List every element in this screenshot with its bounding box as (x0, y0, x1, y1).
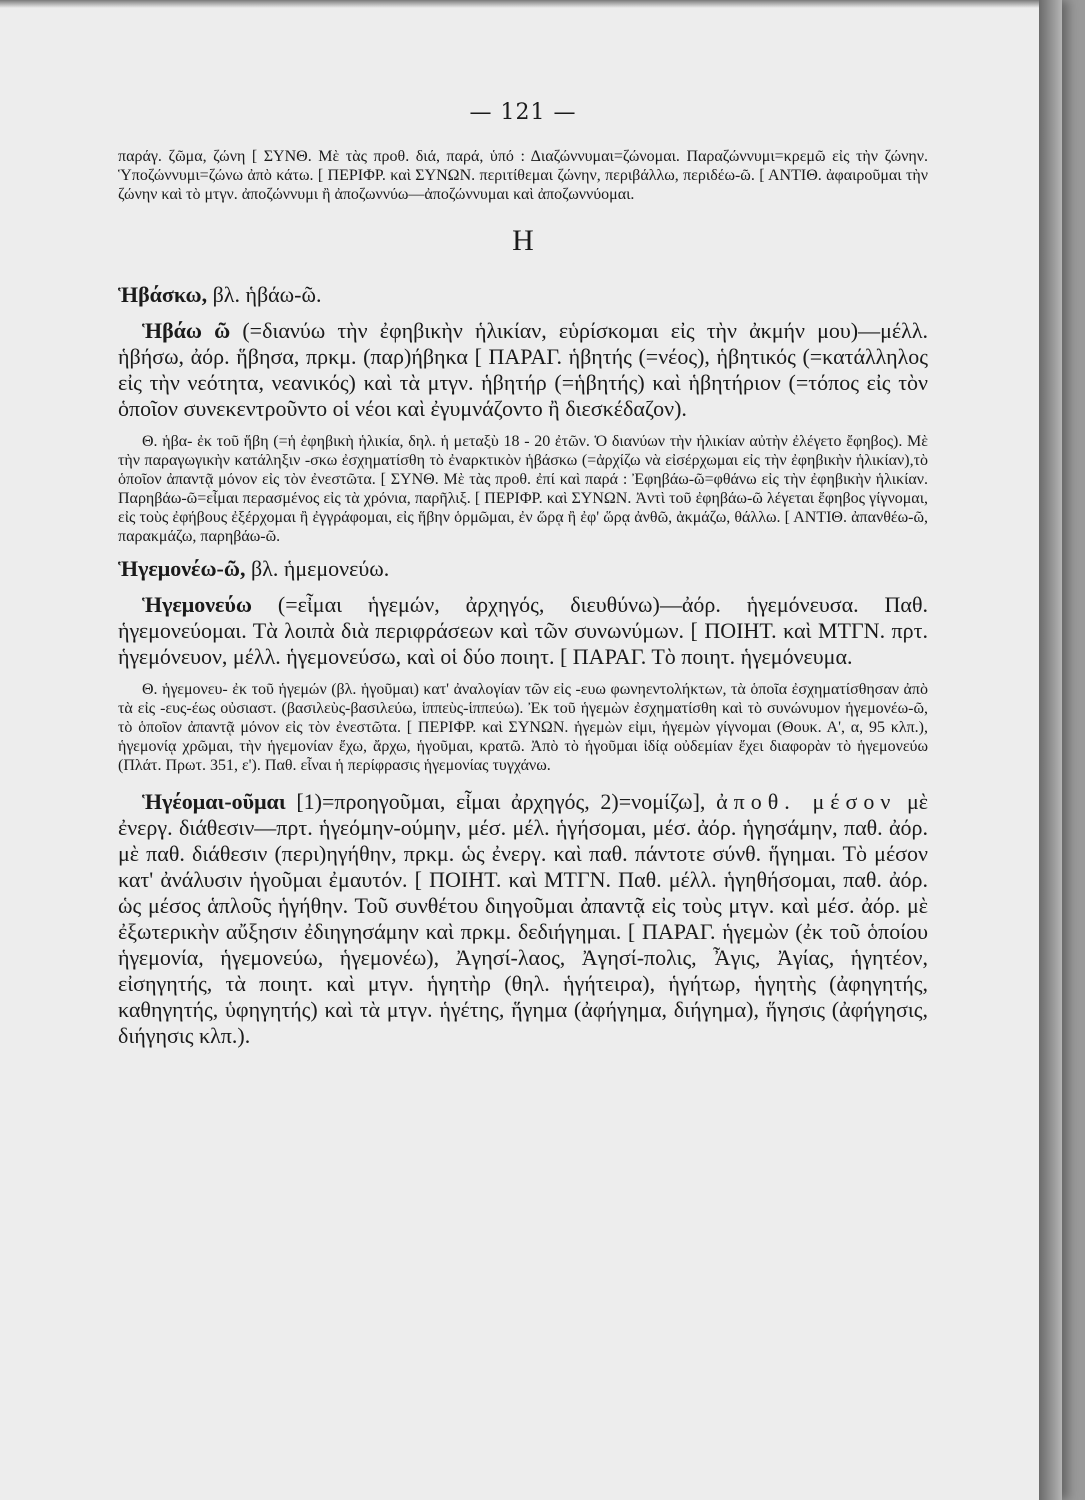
page-top-edge (0, 0, 1062, 8)
entry-hvasko (118, 282, 928, 308)
entry-text: [1)=προηγοῦμαι, εἶμαι ἀρχηγός, 2)=νομίζω], (285, 789, 717, 814)
continued-paragraph: παράγ. ζῶμα, ζώνη [ ΣΥΝΘ. Μὲ τὰς προθ. διά, παρά, ὑπό : Διαζώννυμαι=ζώνομαι. Παραζώννυμι=κρεμῶ εἰς τὴν ζώνην. Ὑποζώννυμι=ζώνω ἀπὸ κάτω. [ ΠΕΡΙΦΡ. καὶ ΣΥΝΩΝ. περιτίθεμαι ζώνην, περιβάλλω, περιδέω-ῶ. [ ΑΝΤΙΘ. ἀφαιροῦμαι τὴν ζώνην καὶ τὸ μτγν. ἀποζώννυμι ἢ ἀποζωννύω—ἀποζώννυμαι καὶ ἀποζωννύομαι. (118, 148, 928, 203)
page-number: — 121 — (469, 100, 577, 125)
entry-text: (=εἶμαι ἡγεμών, ἀρχηγός, διευθύνω)—ἀόρ. ἡγεμόνευσα. Παθ. ἡγεμονεύομαι. Τὰ λοιπὰ διὰ περιφράσεων καὶ τῶν συνωνύμων. [ ΠΟΙΗΤ. καὶ ΜΤΓΝ. πρτ. ἡγεμόνευον, μέλλ. ἡγεμονεύσω, καὶ οἱ δύο ποιητ. [ ΠΑΡΑΓ. Τὸ ποιητ. ἡγεμόνευμα. (118, 592, 928, 669)
page-right-edge (1039, 0, 1062, 1500)
entry-note: Θ. ἡγεμονευ- ἐκ τοῦ ἡγεμών (βλ. ἡγοῦμαι) κατ' ἀναλογίαν τῶν εἰς -ευω φωνηεντολήκτων, τὰ ὁποῖα ἐσχηματίσθησαν ἀπὸ τὰ εἰς -ευς-έως οὐσιαστ. (βασιλεὺς-βασιλεύω, ἱππεὺς-ἱππεύω). Ἐκ τοῦ ἡγεμὼν ἐσχηματίσθη καὶ τὸ συνώνυμον ἡγεμονέω-ῶ, τὸ ὁποῖον ἀπαντᾷ μόνον εἰς τὸν ἐνεστῶτα. [ ΠΕΡΙΦΡ. καὶ ΣΥΝΩΝ. ἡγεμὼν εἰμι, ἡγεμὼν γίγνομαι (Θουκ. Α', α, 95 κλπ.), ἡγεμονίᾳ χρῶμαι, τὴν ἡγεμονίαν ἔχω, ἄρχω, ἡγοῦμαι, κρατῶ. Ἀπὸ τὸ ἡγοῦμαι ἰδίᾳ οὐδεμίαν ἔχει διαφορὰν τὸ ἡγεμονεύω (Πλάτ. Πρωτ. 351, ε'). Παθ. εἶναι ἡ περίφρασις ἡγεμονίας τυγχάνω. (118, 681, 928, 774)
headword: Ἡβάσκω, (118, 282, 208, 307)
entry-note: Θ. ἡβα- ἐκ τοῦ ἥβη (=ἡ ἐφηβικὴ ἡλικία, δηλ. ἡ μεταξὺ 18 - 20 ἐτῶν. Ὁ διανύων τὴν ἡλικίαν αὐτὴν ἐλέγετο ἔφηβος). Μὲ τὴν παραγωγικὴν κατάληξιν -σκω ἐσχηματίσθη τὸ ἐναρκτικὸν ἡβάσκω (=ἀρχίζω νὰ εἰσέρχωμαι εἰς τὴν ἐφηβικὴν ἡλικίαν),τὸ ὁποῖον ἀπαντᾷ μόνον εἰς τὸν ἐνεστῶτα. [ ΣΥΝΘ. Μὲ τὰς προθ. ἐπί καὶ παρά : Ἐφηβάω-ῶ=φθάνω εἰς τὴν ἐφηβικὴν ἡλικίαν. Παρηβάω-ῶ=εἶμαι περασμένος εἰς τὰ χρόνια, παρῆλιξ. [ ΠΕΡΙΦΡ. καὶ ΣΥΝΩΝ. Ἀντὶ τοῦ ἐφηβάω-ῶ λέγεται ἔφηβος γίγνομαι, εἰς τοὺς ἐφήβους ἐξέρχομαι ἢ ἐγγράφομαι, εἰς ἥβην ὁρμῶμαι, ἐν ὥρᾳ ἢ ἐφ' ὥρᾳ ἀνθῶ, ἀκμάζω, θάλλω. [ ΑΝΤΙΘ. ἀπανθέω-ῶ, παρακμάζω, παρηβάω-ῶ. (118, 433, 928, 545)
entry-igemoneo (118, 556, 928, 582)
entry-hvao (118, 318, 928, 422)
section-letter: Η (512, 224, 534, 257)
headword: Ἡγεμονεύω (142, 592, 252, 617)
headword: Ἡβάω ῶ (142, 318, 231, 343)
entry-text: βλ. ἡβάω-ῶ. (207, 282, 322, 307)
spaced-term: ἀποθ. μέσον (716, 789, 897, 814)
headword: Ἡγέομαι-οῦμαι (142, 789, 286, 814)
entry-igeomai (118, 789, 928, 1049)
entry-igemoneuo (118, 592, 928, 670)
entry-text: (=διανύω τὴν ἐφηβικὴν ἡλικίαν, εὑρίσκομαι εἰς τὴν ἀκμήν μου)—μέλλ. ἡβήσω, ἀόρ. ἥβησα, πρκμ. (παρ)ήβηκα [ ΠΑΡΑΓ. ἡβητής (=νέος), ἡβητικός (=κατάλληλος εἰς τὴν νεότητα, νεανικός) καὶ τὰ μτγν. ἡβητήρ (=ἡβητής) καὶ ἡβητήριον (=τόπος εἰς τὸν ὁποῖον συνεκεντροῦντο οἱ νέοι καὶ ἐγυμνάζοντο ἢ διεσκέδαζον). (118, 318, 928, 421)
entry-text: βλ. ἡμεμονεύω. (245, 556, 390, 581)
headword: Ἡγεμονέω-ῶ, (118, 556, 246, 581)
entry-text: μὲ ἐνεργ. διάθεσιν—πρτ. ἡγεόμην-ούμην, μέσ. μέλ. ἡγήσομαι, μέσ. ἀόρ. ἡγησάμην, παθ. ἀόρ. μὲ παθ. διάθεσιν (περι)ηγήθην, πρκμ. ὡς ἐνεργ. καὶ παθ. πάντοτε σύνθ. ἥγημαι. Τὸ μέσον κατ' ἀνάλυσιν ἡγοῦμαι ἐμαυτόν. [ ΠΟΙΗΤ. καὶ ΜΤΓΝ. Παθ. μέλλ. ἡγηθήσομαι, παθ. ἀόρ. ὡς μέσος ἁπλοῦς ἡγήθην. Τοῦ συνθέτου διηγοῦμαι ἀπαντᾷ εἰς τοὺς μτγν. καὶ μέσ. ἀόρ. μὲ ἐξωτερικὴν αὔξησιν ἐδιηγησάμην καὶ πρκμ. δεδιήγημαι. [ ΠΑΡΑΓ. ἡγεμὼν (ἐκ τοῦ ὁποίου ἡγεμονία, ἡγεμονεύω, ἡγεμονέω), Ἀγησί-λαος, Ἀγησί-πολις, Ἆγις, Ἀγίας, ἡγητέον, εἰσηγητής, τὰ ποιητ. καὶ μτγν. ἡγητὴρ (θηλ. ἡγήτειρα), ἡγήτωρ, ἡγητὴς (ἀφηγητής, καθηγητής, ὑφηγητής) καὶ τὰ μτγν. ἡγέτης, ἥγημα (ἀφήγημα, διήγημα), ἥγησις (ἀφήγησις, διήγησις κλπ.). (118, 789, 928, 1048)
page-content (118, 100, 928, 1049)
